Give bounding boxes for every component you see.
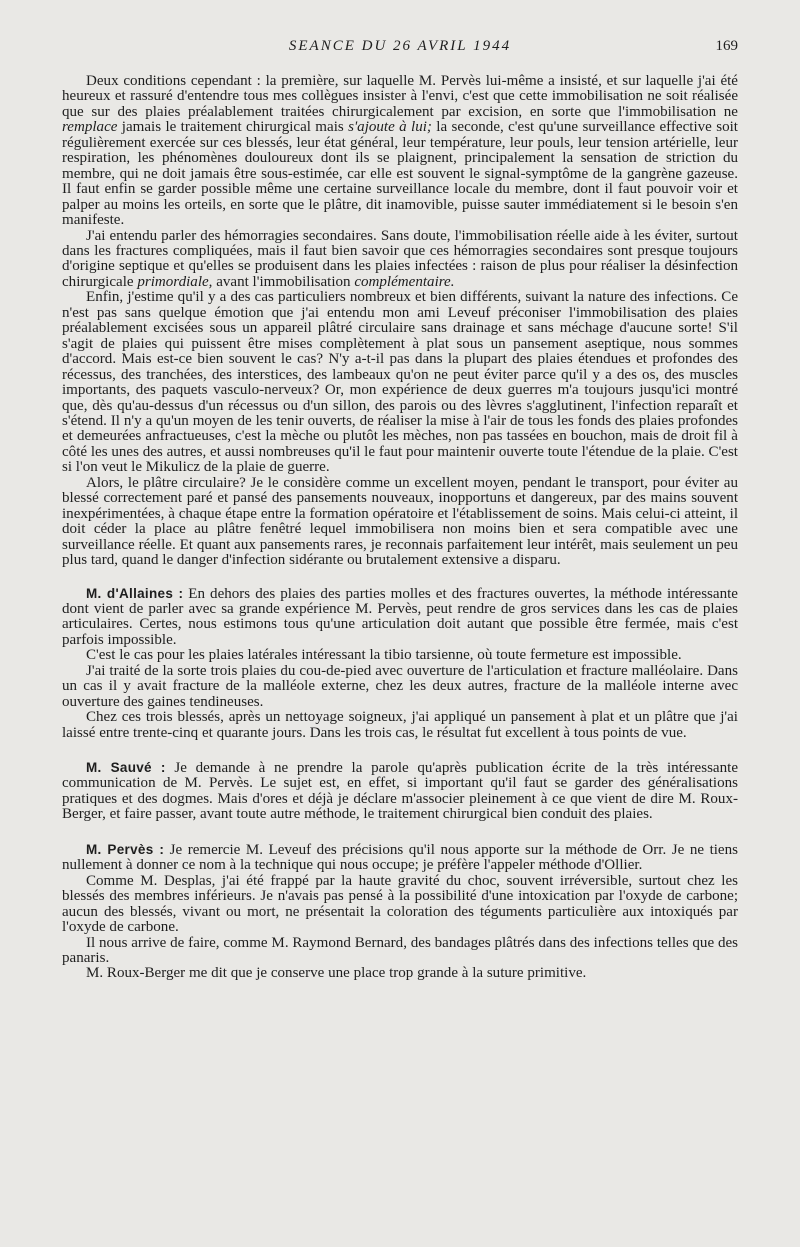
emphasis: complémentaire.: [354, 273, 455, 290]
emphasis: remplace: [62, 119, 118, 136]
paragraph: [62, 229, 738, 291]
speaker-paragraph: [62, 760, 738, 823]
section-gap: [62, 823, 738, 842]
paragraph: [62, 74, 738, 229]
text-run: jamais le traitement chirurgical mais: [117, 119, 349, 136]
speaker-paragraph: [62, 586, 738, 649]
text-run: la seconde, c'est qu'une surveillance effective soit régulièrement exercée sur ces blessés, leur état général, leur température, leur pouls, leur tension artérielle, leur respiration, les phénomènes douloureux dont ils se plaignent, principalement la sensation de striction du membre, qui ne doit jamais être sous-estimée, car elle est souvent le signal-symptôme de la gangrène gazeuse. Il faut enfin se garder possible même une certaine surveillance locale du membre, dont il faut pouvoir voir et palper au moins les orteils, en sorte que le plâtre, dit inamovible, puisse sauter immédiatement si le besoin s'en manifeste.: [62, 119, 738, 229]
text-run: En dehors des plaies des parties molles et des fractures ouvertes, la méthode intéressante dont vient de parler avec sa grande expérience M. Pervès, peut rendre de gros services dans les cas de plaies articulaires. Certes, nous estimons tous qu'une articulation doit autant que possible être fermée, mais c'est parfois impossible.: [62, 585, 738, 648]
body-text: [62, 74, 738, 982]
section-gap: [62, 569, 738, 586]
speaker-paragraph: [62, 842, 738, 874]
text-run: Deux conditions cependant : la première, sur laquelle M. Pervès lui-même a insisté, et sur laquelle j'ai été heureux et rassuré d'entendre tous mes collègues insister à l'envi, c'est que cette immobilisation ne soit réalisée que sur des plaies préalablement traitées chirurgicalement par excision, en sorte que l'immobilisation ne: [62, 73, 738, 120]
speaker-name: M. Pervès :: [86, 841, 165, 857]
emphasis: primordiale,: [137, 273, 213, 290]
speaker-name: M. Sauvé :: [86, 760, 166, 776]
running-title: SEANCE DU 26 AVRIL 1944: [288, 38, 512, 54]
paragraph: Enfin, j'estime qu'il y a des cas particuliers nombreux et bien différents, suivant la nature des infections. Ce n'est pas sans quelque émotion que j'ai entendu mon ami Leveuf préconiser l'immobilisation des plaies préalablement excisées sous un appareil plâtré circulaire sans drainage et sans méchage d'aucune sorte! S'il s'agit de plaies qui puissent être mises complètement à plat sous un pansement aseptique, nous sommes d'accord. Mais est-ce bien souvent le cas? N'y a-t-il pas dans la plupart des plaies étendues et profondes des récessus, des tranchées, des interstices, des lambeaux qu'on ne peut éviter parce qu'il y a des os, des muscles importants, des paquets vasculo-nerveux? Or, mon expérience de deux guerres m'a toujours jusqu'ici montré que, dès qu'au-dessus d'un récessus ou d'un sillon, des parois ou des lèvres s'agglutinent, l'infection reparaît et s'étend. Il n'y a qu'un moyen de les tenir ouverts, de réaliser la mise à l'air de tous les fonds des plaies profondes et demeurées anfractueuses, c'est la mèche ou plutôt les mèches, non pas tassées en bouchon, mais de droit fil à côté les unes des autres, et aussi nombreuses qu'il le faut pour maintenir ouverte toute l'étendue de la plaie. C'est si l'on veut le Mikulicz de la plaie de guerre.: [62, 289, 738, 476]
paragraph: J'ai traité de la sorte trois plaies du cou-de-pied avec ouverture de l'articulation et fracture malléolaire. Dans un cas il y avait fracture de la malléole externe, chez les deux autres, fracture de la malléole interne avec ouverture des gaines tendineuses.: [62, 662, 738, 710]
paragraph: Il nous arrive de faire, comme M. Raymond Bernard, des bandages plâtrés dans des infections telles que des panaris.: [62, 934, 738, 967]
paragraph: M. Roux-Berger me dit que je conserve une place trop grande à la suture primitive.: [86, 965, 587, 982]
speaker-name: M. d'Allaines :: [86, 585, 184, 601]
text-run: J'ai entendu parler des hémorragies secondaires. Sans doute, l'immobilisation réelle aide à les éviter, surtout dans les fractures compliquées, mais il faut bien savoir que ces hémorragies secondaires sont presque toujours d'origine septique et qu'elles se produisent dans les plaies infectées : raison de plus pour réaliser la désinfection chirurgicale: [62, 227, 738, 290]
text-run: Je demande à ne prendre la parole qu'après publication écrite de la très intéressante communication de M. Pervès. Le sujet est, en effet, si important qu'il faut se garder des généralisations pratiques et des dogmes. Mais d'ores et déjà je déclare m'associer pleinement à ce que vient de dire M. Roux-Berger, et faire passer, avant toute autre méthode, le traitement chirurgical bien conduit des plaies.: [62, 760, 738, 823]
text-run: Je remercie M. Leveuf des précisions qu'il nous apporte sur la méthode de Orr. Je ne tiens nullement à donner ce nom à la technique qui nous occupe; je préfère l'appeler méthode d'Ollier.: [62, 841, 738, 874]
page-number: 169: [715, 38, 738, 54]
paragraph: C'est le cas pour les plaies latérales intéressant la tibio tarsienne, où toute fermeture est impossible.: [86, 647, 682, 664]
emphasis: s'ajoute à lui;: [348, 119, 432, 136]
text-run: avant l'immobilisation: [212, 273, 355, 290]
paragraph: Chez ces trois blessés, après un nettoyage soigneux, j'ai appliqué un pansement à plat et un plâtre que j'ai laissé entre trente-cinq et quarante jours. Dans les trois cas, le résultat fut excellent à tous points de vue.: [62, 709, 738, 741]
paragraph: Comme M. Desplas, j'ai été frappé par la haute gravité du choc, souvent irréversible, surtout chez les blessés des membres inférieurs. Je n'avais pas pensé à la possibilité d'une intoxication par l'oxyde de carbone; aucun des blessés, vivant ou mort, ne présentait la coloration des téguments particulière aux intoxiqués par l'oxyde de carbone.: [62, 872, 738, 936]
paragraph: Alors, le plâtre circulaire? Je le considère comme un excellent moyen, pendant le transport, pour éviter au blessé correctement paré et pansé des pansements nouveaux, inopportuns et dangereux, par des mains souvent inexpérimentées, à chaque étape entre la formation opératoire et l'établissement de soins. Mais celui-ci atteint, il doit céder la place au plâtre fenêtré lequel immobilisera non moins bien et sera compatible avec une surveillance réelle. Et quant aux pansements rares, je reconnais parfaitement leur intérêt, mais seulement un peu plus tard, quand le danger d'infection sidérante ou brutalement extensive a disparu.: [62, 474, 738, 569]
running-head: [62, 38, 738, 60]
section-gap: [62, 741, 738, 760]
